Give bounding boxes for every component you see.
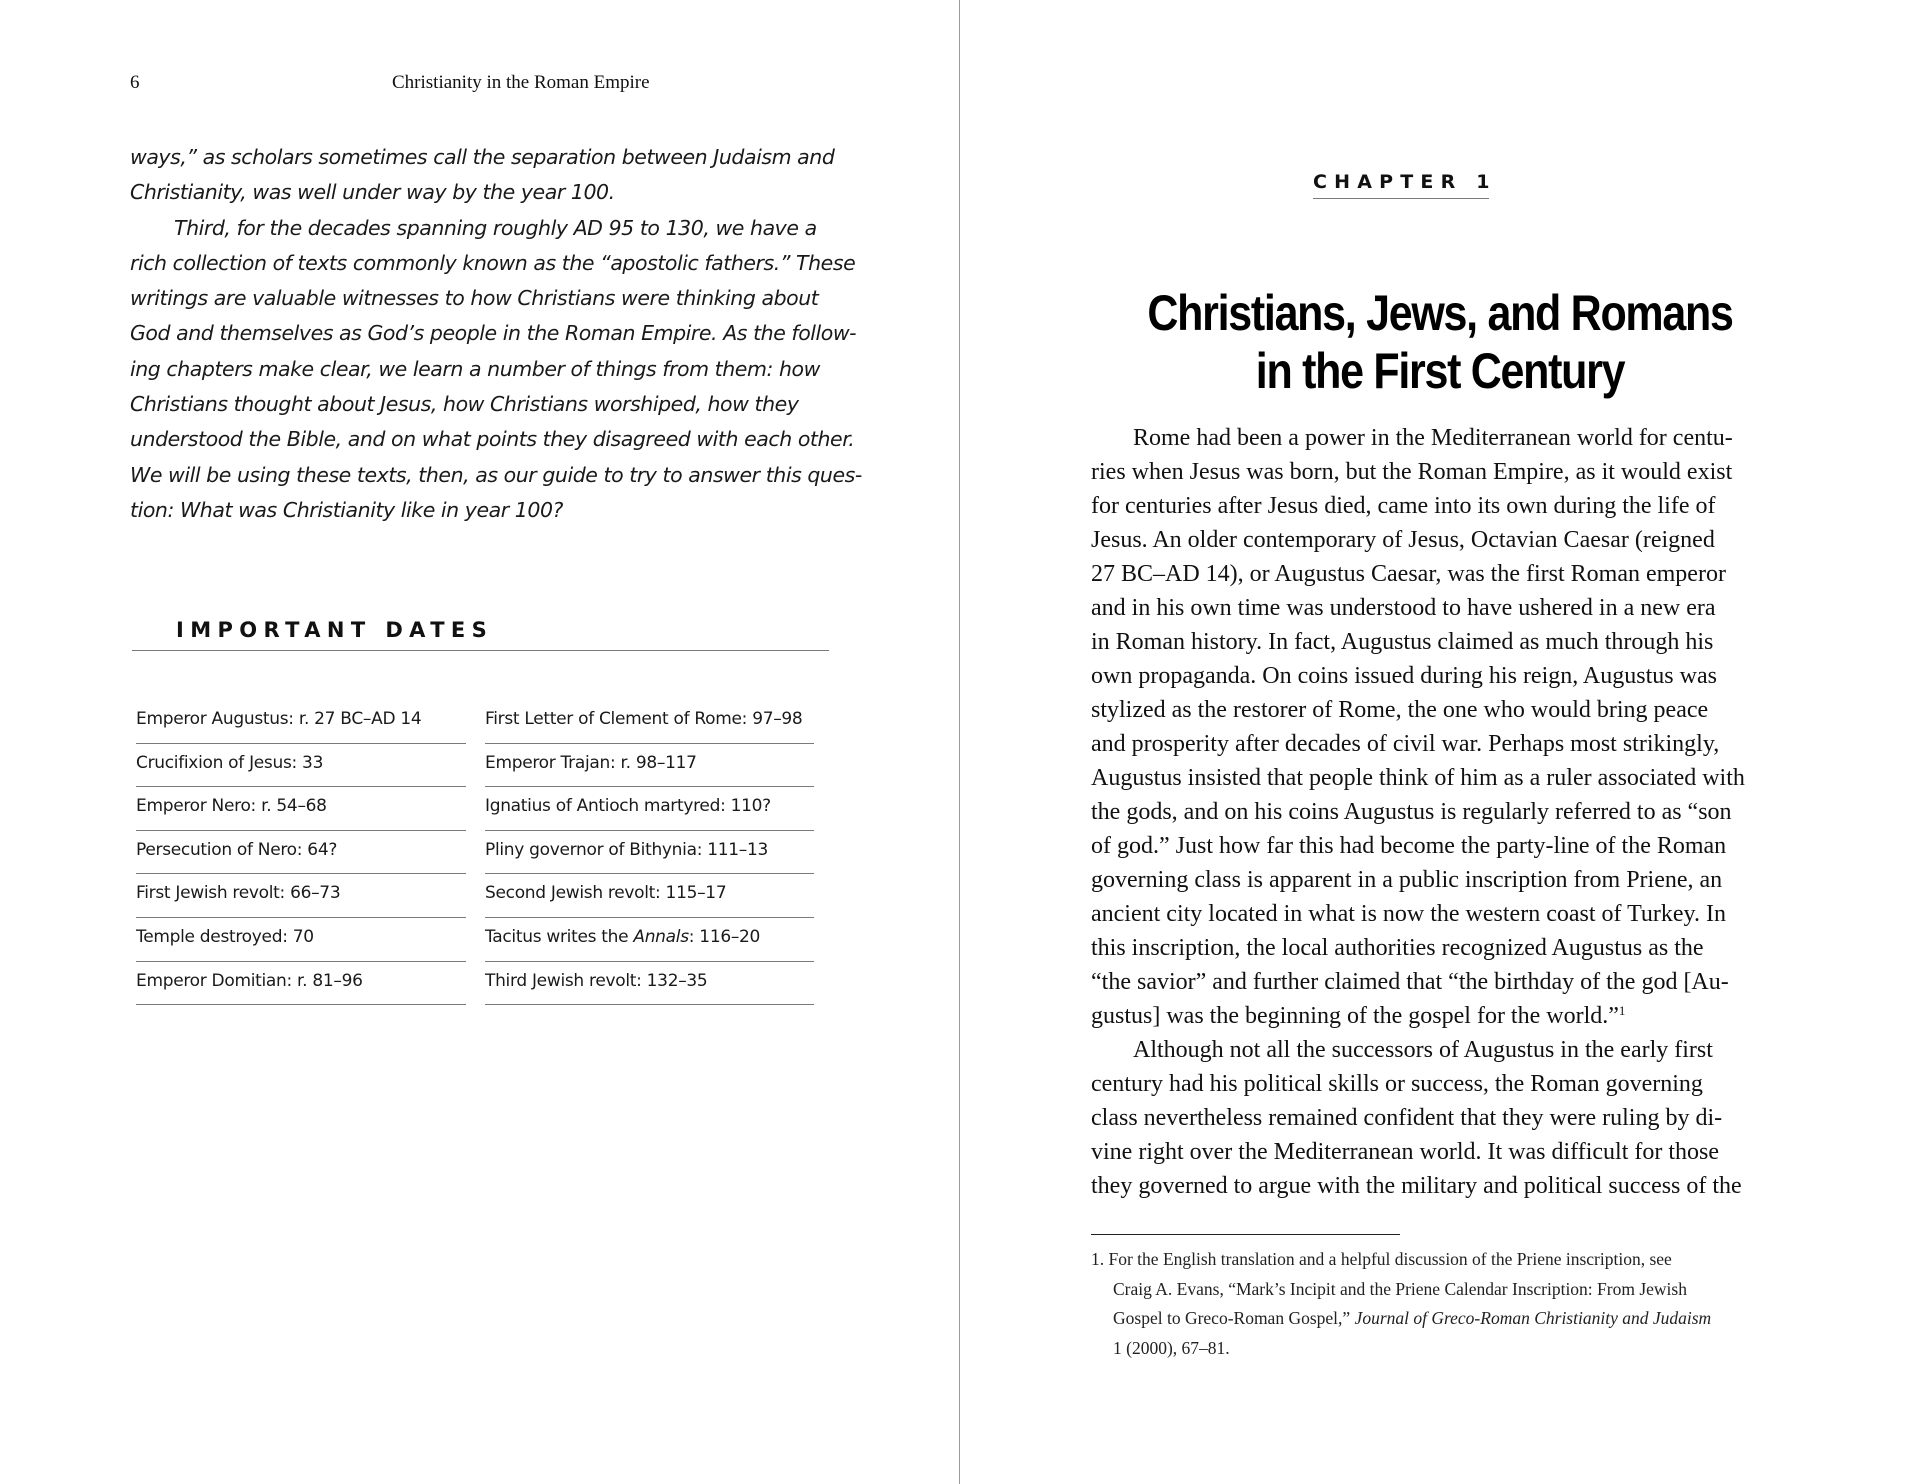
text-line: Although not all the successors of Augustus in the early first: [1133, 1037, 1713, 1063]
text-line: class nevertheless remained confident that they were ruling by di-: [1091, 1105, 1723, 1131]
text-line: ing chapters make clear, we learn a number of things from them: how: [130, 356, 820, 381]
text-line: We will be using these texts, then, as our guide to try to answer this ques-: [130, 462, 862, 487]
date-entry: [485, 962, 814, 1006]
date-text: Tacitus writes the: [485, 926, 634, 947]
left-page: [0, 0, 959, 1484]
paragraph: [130, 211, 862, 529]
date-entry: Emperor Nero: r. 54–68: [136, 787, 466, 831]
paragraph: [1091, 1033, 1791, 1203]
paragraph: [130, 140, 840, 211]
date-entry: Crucifixion of Jesus: 33: [136, 744, 466, 788]
footnote-line: 1 (2000), 67–81.: [1113, 1337, 1230, 1358]
text-line: understood the Bible, and on what points they disagreed with each other.: [130, 427, 855, 452]
chapter-title-line: Christians, Jews, and Romans: [1147, 284, 1733, 341]
text-line: ries when Jesus was born, but the Roman Empire, as it would exist: [1091, 459, 1733, 485]
running-head-title: Christianity in the Roman Empire: [392, 72, 650, 93]
footnote-line: 1. For the English translation and a helpful discussion of the Priene inscription, see: [1091, 1249, 1672, 1269]
date-entry: [485, 831, 814, 875]
footnote-text: Gospel to Greco-Roman Gospel,”: [1113, 1308, 1355, 1328]
footnote-journal-title: Journal of Greco-Roman Christianity and Judaism: [1354, 1308, 1712, 1328]
right-page: [960, 0, 1920, 1484]
text-line: God and themselves as God’s people in the Roman Empire. As the follow-: [130, 321, 857, 346]
chapter-title-line: in the First Century: [1255, 342, 1625, 399]
text-line: and prosperity after decades of civil war. Perhaps most strikingly,: [1091, 731, 1720, 757]
chapter-label: CHAPTER 1: [1313, 171, 1497, 193]
text-line: of god.” Just how far this had become the party-line of the Roman: [1091, 833, 1727, 859]
page-number: 6: [130, 72, 140, 93]
text-line: ancient city located in what is now the western coast of Turkey. In: [1091, 901, 1726, 927]
chapter-title: [1079, 284, 1801, 400]
dates-column-2: [485, 700, 814, 1005]
text-line: Jesus. An older contemporary of Jesus, Octavian Caesar (reigned: [1091, 527, 1715, 553]
date-text-italic: Annals: [633, 926, 689, 947]
date-entry: [485, 874, 814, 918]
date-text: : 116–20: [688, 926, 761, 947]
text-line: rich collection of texts commonly known as the “apostolic fathers.” These: [130, 250, 856, 275]
chapter-label-underline: [1313, 198, 1489, 199]
paragraph: [1091, 421, 1791, 1033]
date-text: First Letter of Clement of Rome: 97–98: [485, 709, 803, 729]
text-line: Augustus insisted that people think of him as a ruler associated with: [1091, 765, 1745, 791]
date-entry: Emperor Augustus: r. 27 BC–AD 14: [136, 700, 466, 744]
text-line: writings are valuable witnesses to how Christians were thinking about: [130, 286, 819, 311]
text-line: Christians thought about Jesus, how Christians worshiped, how they: [130, 392, 799, 417]
date-entry: Temple destroyed: 70: [136, 918, 466, 962]
date-text: Second Jewish revolt: 115–17: [485, 883, 727, 904]
text-line: governing class is apparent in a public inscription from Priene, an: [1091, 867, 1723, 893]
text-line: tion: What was Christianity like in year 100?: [130, 497, 563, 522]
date-entry: [485, 744, 814, 788]
text-line: and in his own time was understood to have ushered in a new era: [1091, 595, 1716, 621]
text-line: they governed to argue with the military and political success of the: [1091, 1173, 1742, 1199]
date-entry: [485, 918, 814, 962]
date-entry: Persecution of Nero: 64?: [136, 831, 466, 875]
text-line: the gods, and on his coins Augustus is regularly referred to as “son: [1091, 799, 1732, 825]
text-line-content: gustus] was the beginning of the gospel for the world.”: [1091, 1003, 1619, 1029]
footnote-reference[interactable]: 1: [1618, 1003, 1626, 1018]
date-entry: [485, 787, 814, 831]
date-entry: First Jewish revolt: 66–73: [136, 874, 466, 918]
date-entry: [485, 700, 814, 744]
left-body-text: [130, 140, 862, 528]
divider: [132, 650, 829, 651]
important-dates-heading: IMPORTANT DATES: [176, 618, 494, 642]
text-line: this inscription, the local authorities recognized Augustus as the: [1091, 935, 1704, 961]
text-line: stylized as the restorer of Rome, the one who would bring peace: [1091, 697, 1709, 723]
text-line: in Roman history. In fact, Augustus claimed as much through his: [1091, 629, 1714, 655]
text-line: Rome had been a power in the Mediterranean world for centu-: [1133, 425, 1733, 451]
dates-column-1: [136, 700, 466, 1005]
text-line: vine right over the Mediterranean world. It was difficult for those: [1091, 1139, 1720, 1165]
text-line: for centuries after Jesus died, came into its own during the life of: [1091, 493, 1716, 519]
footnote-divider: [1091, 1234, 1400, 1235]
footnote-line: [1091, 1304, 1791, 1334]
running-head: [130, 72, 830, 102]
text-line: ways,” as scholars sometimes call the separation between Judaism and: [130, 145, 835, 169]
text-line: “the savior” and further claimed that “the birthday of the god [Au-: [1091, 969, 1729, 995]
footnote-line: Craig A. Evans, “Mark’s Incipit and the Priene Calendar Inscription: From Jewish: [1113, 1278, 1687, 1299]
text-line: Christianity, was well under way by the year 100.: [130, 180, 615, 205]
date-text: Emperor Trajan: r. 98–117: [485, 752, 697, 773]
text-line: century had his political skills or success, the Roman governing: [1091, 1071, 1703, 1097]
footnote: [1091, 1245, 1791, 1363]
date-text: Pliny governor of Bithynia: 111–13: [485, 839, 769, 860]
date-text: Ignatius of Antioch martyred: 110?: [485, 796, 771, 817]
text-line: [1091, 999, 1791, 1033]
text-line: 27 BC–AD 14), or Augustus Caesar, was the first Roman emperor: [1091, 561, 1726, 587]
text-line: Third, for the decades spanning roughly AD 95 to 130, we have a: [174, 215, 817, 240]
date-entry: Emperor Domitian: r. 81–96: [136, 962, 466, 1006]
text-line: own propaganda. On coins issued during his reign, Augustus was: [1091, 663, 1717, 689]
date-text: Third Jewish revolt: 132–35: [485, 970, 708, 991]
right-body-text: [1091, 421, 1791, 1203]
